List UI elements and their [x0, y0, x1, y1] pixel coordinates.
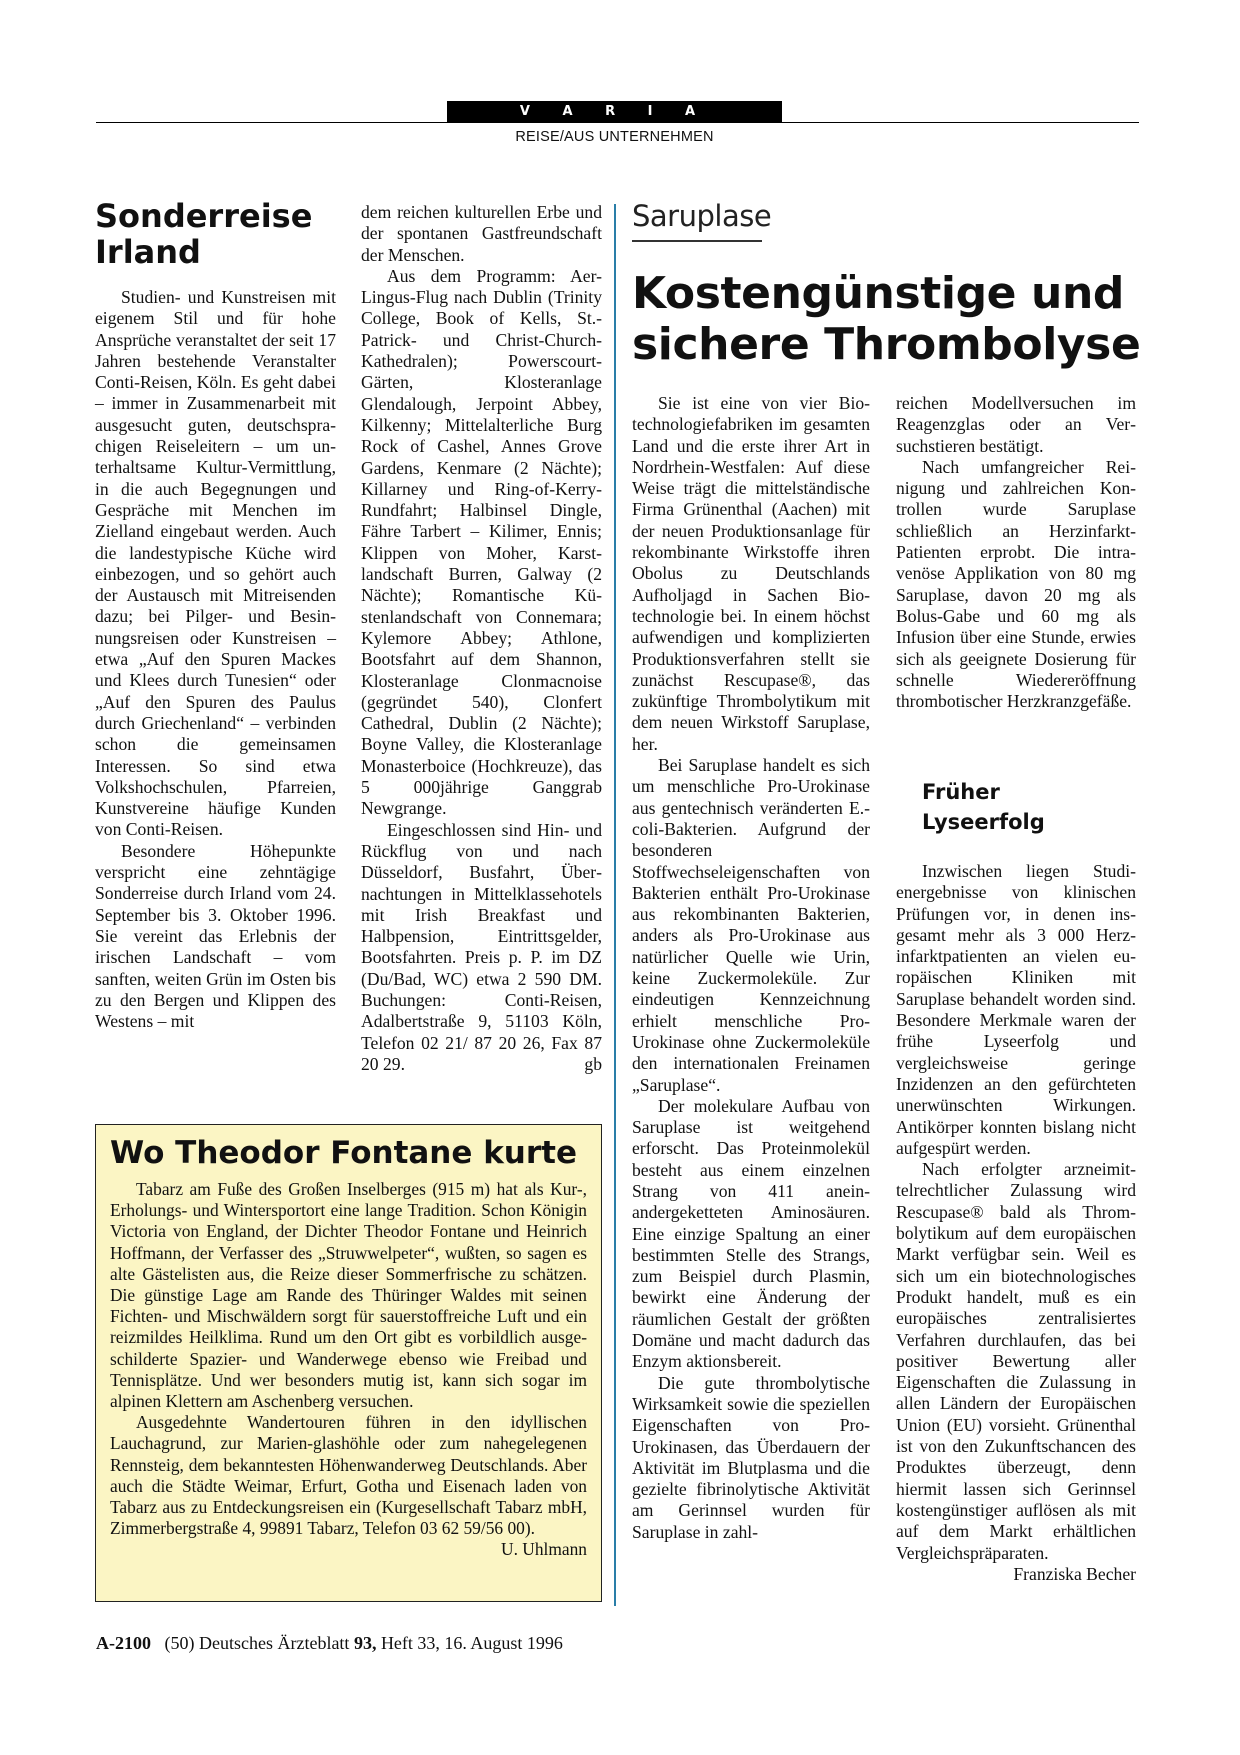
saruplase-paragraph: Nach umfangreicher Reinigung und zahlreichen Kontrollen wurde Saruplase schließlich an Herzinfarkt-Patienten erprobt. Die intravenöse Applikation von 80 mg Saruplase, davon 20 mg als Bolus-Gabe und 60 mg als Infusion über eine Stunde, erwies sich als geeignete Dosierung für schnelle Wiedereröffnung thrombotischer Herzkranzgefäße.: [896, 456, 1136, 712]
saruplase-paragraph: Der molekulare Aufbau von Saruplase ist weitgehend erforscht. Das Proteinmolekül besteht aus einem einzelnen Strang von 411 aneinandergeketteten Aminosäuren. Eine einzige Spaltung an einer bestimmten Stelle des Strangs, zum Beispiel durch Plasmin, bewirkt eine Änderung der räumlichen Gestalt der größten Domäne und macht dadurch das Enzym aktionsbereit.: [632, 1095, 870, 1372]
irland-paragraph: Aus dem Programm: Aer-Lingus-Flug nach Dublin (Trinity College, Book of Kells, St.-Patrick- und Christ-Church-Kathedralen); Powerscourt-Gärten, Klosteranlage Glendalough, Jerpoint Abbey, Kilkenny; Mittelalterliche Burg Rock of Cashel, Annes Grove Gardens, Kenmare (2 Nächte); Killarney und Ring-of-Kerry-Rundfahrt; Halbinsel Dingle, Fähre Tarbert – Kilimer, Ennis; Klippen von Moher, Karstlandschaft Burren, Galway (2 Nächte); Romantische Küstenlandschaft von Connemara; Kylemore Abbey; Athlone, Bootsfahrt auf dem Shannon, Klosteranlage Clonmacnoise (gegründet 540), Clonfert Cathedral, Dublin (2 Nächte); Boyne Valley, die Klosteranlage Monasterboice (Hochkreuze), das 5 000jährige Ganggrab Newgrange.: [361, 265, 602, 819]
irland-paragraph-text: Eingeschlossen sind Hin- und Rückflug von und nach Düsseldorf, Busfahrt, Übernachtungen in Mittelklassehotels mit Irish Breakfast und Halbpension, Eintrittsgelder, Bootsfahrten. Preis p. P. im DZ (Du/Bad, WC) etwa 2 590 DM. Buchungen: Conti-Reisen, Adalbertstraße 9, 51103 Köln, Telefon 02 21/ 87 20 26, Fax 87 20 29.: [361, 819, 602, 1074]
saruplase-signature: Franziska Becher: [1013, 1563, 1136, 1584]
fontane-signature: U. Uhlmann: [501, 1539, 587, 1560]
saruplase-paragraph: Sie ist eine von vier Biotechnologiefabriken im gesamten Land und die erste ihrer Art in Nordrhein-Westfalen: Auf diese Weise trägt die mittelständische Firma Grünenthal (Aachen) mit der neuen Produktionsanlage für rekombinante Wirkstoffe ihren Obolus zu Deutschlands Aufholjagd in Sachen Biotechnologie bei. In einem höchst aufwendigen und komplizierten Produktionsverfahren stellt sie zunächst Rescupase®, das zukünftige Thrombolytikum mit dem neuen Wirkstoff Saruplase, her.: [632, 393, 870, 754]
fontane-paragraph: Tabarz am Fuße des Großen Inselberges (915 m) hat als Kur-, Erholungs- und Wintersportort eine lange Tradition. Schon Königin Victoria von England, der Dichter Theodor Fontane und Heinrich Hoffmann, der Verfasser des „Struwwelpeter“, wußten, so sagen es alte Gästelisten aus, die Reize dieser Sommerfrische zu schätzen. Die günstige Lage am Rande des Thüringer Waldes mit seinen Fichten- und Mischwäldern sorgt für sauerstoffreiche Luft und ein reizmildes Heilklima. Rund um den Ort gibt es vorbildlich ausgeschilderte Spazier- und Wanderwege ebenso wie Freibad und Tennisplätze. Und wer besonders mutig ist, kann sich sogar im alpinen Klettern am Aschenberg versuchen.: [110, 1179, 587, 1412]
saruplase-paragraph-text: Nach erfolgter arzneimittelrechtlicher Zulassung wird Rescupase® bald als Thrombolytikum auf dem europäischen Markt verfügbar sein. Weil es sich um ein biotechnologisches Produkt handelt, muß es ein europäisches zentralisiertes Verfahren durchlaufen, das bei positiver Bewertung aller Eigenschaften die Zulassung in allen Ländern der Europäischen Union (EU) vorsieht. Grünenthal ist von den Zukunftschancen des Produktes überzeugt, denn hiermit lassen sich Gerinnsel kostengünstiger auflösen als mit auf dem Markt erhältlichen Vergleichspräparaten.: [896, 1159, 1136, 1563]
irland-paragraph: [361, 820, 602, 1076]
header-rule: [96, 122, 1139, 123]
journal-volume: 93,: [353, 1633, 377, 1653]
saruplase-paragraph: reichen Modellversuchen im Reagenzglas oder an Versuchstieren bestätigt.: [896, 393, 1136, 456]
section-label: V A R I A: [447, 101, 782, 123]
page-footer: [96, 1633, 563, 1654]
irland-signature: gb: [584, 1053, 602, 1074]
journal-issue: Heft 33, 16. August 1996: [380, 1633, 563, 1653]
saruplase-paragraph: Die gute thrombolytische Wirksamkeit sowie die speziellen Eigenschaften von Pro-Urokinasen, das Überdauern der Aktivität im Blutplasma und die gezielte fibrinolytische Aktivität am Gerinnsel wurden für Saruplase in zahl-: [632, 1372, 870, 1542]
fontane-body: [110, 1179, 587, 1560]
saruplase-paragraph: Bei Saruplase handelt es sich um menschliche Pro-Urokinase aus gentechnisch veränderten E.-coli-Bakterien. Aufgrund der besonderen Stoffwechseleigenschaften von Bakterien enthält Pro-Urokinase aus rekombinanten Bakterien, anders als Pro-Urokinase aus natürlicher Quelle wie Urin, keine Zuckermoleküle. Zur eindeutigen Kennzeichnung erhielt menschliche Pro-Urokinase ohne Zuckermoleküle den internationalen Freinamen „Saruplase“.: [632, 755, 870, 1095]
saruplase-col-3: [632, 393, 870, 1543]
article-kicker: Saruplase: [632, 199, 772, 233]
irland-col-2: [361, 202, 602, 1075]
saruplase-col-4-bottom: [896, 861, 1136, 1585]
fontane-paragraph: [110, 1412, 587, 1560]
fontane-headline: Wo Theodor Fontane kurte: [110, 1135, 578, 1171]
fontane-paragraph-text: Ausgedehnte Wandertouren führen in den idyllischen Lauchagrund, zur Marien-glashöhle oder zum nahegelegenen Rennsteig, dem bekanntesten Höhenwanderweg Deutschlands. Aber auch die Städte Weimar, Erfurt, Gotha und Eisenach laden von Tabarz aus zu Entdeckungsreisen ein (Kurgesellschaft Tabarz mbH, Zimmerbergstraße 4, 99891 Tabarz, Telefon 03 62 59/56 00).: [110, 1412, 587, 1539]
saruplase-paragraph: [896, 1159, 1136, 1584]
subsection-label: REISE/AUS UNTERNEHMEN: [515, 129, 714, 145]
column-divider: [614, 204, 616, 1606]
headline-thrombolyse: Kostengünstige und sichere Thrombolyse: [632, 268, 1141, 370]
irland-paragraph: Besondere Höhepunkte verspricht eine zehntägige Sonderreise durch Irland vom 24. September bis 3. Oktober 1996. Sie vereint das Erlebnis der irischen Landschaft – vom sanften, weiten Grün im Osten bis zu den Bergen und Klippen des Westens – mit: [95, 840, 336, 1032]
headline-irland: Sonderreise Irland: [95, 197, 313, 271]
irland-paragraph: dem reichen kulturellen Erbe und der spontanen Gastfreundschaft der Menschen.: [361, 202, 602, 265]
saruplase-col-4-top: [896, 393, 1136, 712]
subheading-lyseerfolg: Früher Lyseerfolg: [922, 780, 1045, 834]
fontane-infobox: [95, 1124, 602, 1602]
irland-paragraph: Studien- und Kunstreisen mit eigenem Stil und für hohe Ansprüche veranstaltet der seit 17 Jahren bestehende Veranstalter Conti-Reisen, Köln. Es geht dabei – immer in Zusammenarbeit mit ausgesucht guten, deutschsprachigen Reiseleitern – um unterhaltsame Kultur-Vermittlung, in die auch Begegnungen und Gespräche mit Menchen im Zielland eingebaut werden. Auch die landestypische Küche wird einbezogen, und so gehört auch der Austausch mit Mitreisenden dazu; bei Pilger- und Besinnungsreisen oder Kunstreisen – etwa „Auf den Spuren Mackes und Klees durch Tunesien“ oder „Auf den Spuren des Paulus durch Griechenland“ – verbinden schon die gemeinsamen Interessen. So sind etwa Volkshochschulen, Pfarreien, Kunstvereine häufige Kunden von Conti-Reisen.: [95, 287, 336, 840]
irland-col-1: [95, 287, 336, 1032]
page-number: A-2100: [96, 1633, 151, 1653]
kicker-underline: [632, 240, 762, 242]
journal-citation: (50) Deutsches Ärzteblatt: [164, 1633, 350, 1653]
saruplase-paragraph: Inzwischen liegen Studienergebnisse von klinischen Prüfungen vor, in denen insgesamt mehr als 3 000 Herzinfarktpatienten an vielen europäischen Kliniken mit Saruplase behandelt worden sind. Besondere Merkmale waren der frühe Lyseerfolg und vergleichsweise geringe Inzidenzen an den gefürchteten unerwünschten Wirkungen. Antikörper konnten bislang nicht aufgespürt werden.: [896, 861, 1136, 1158]
